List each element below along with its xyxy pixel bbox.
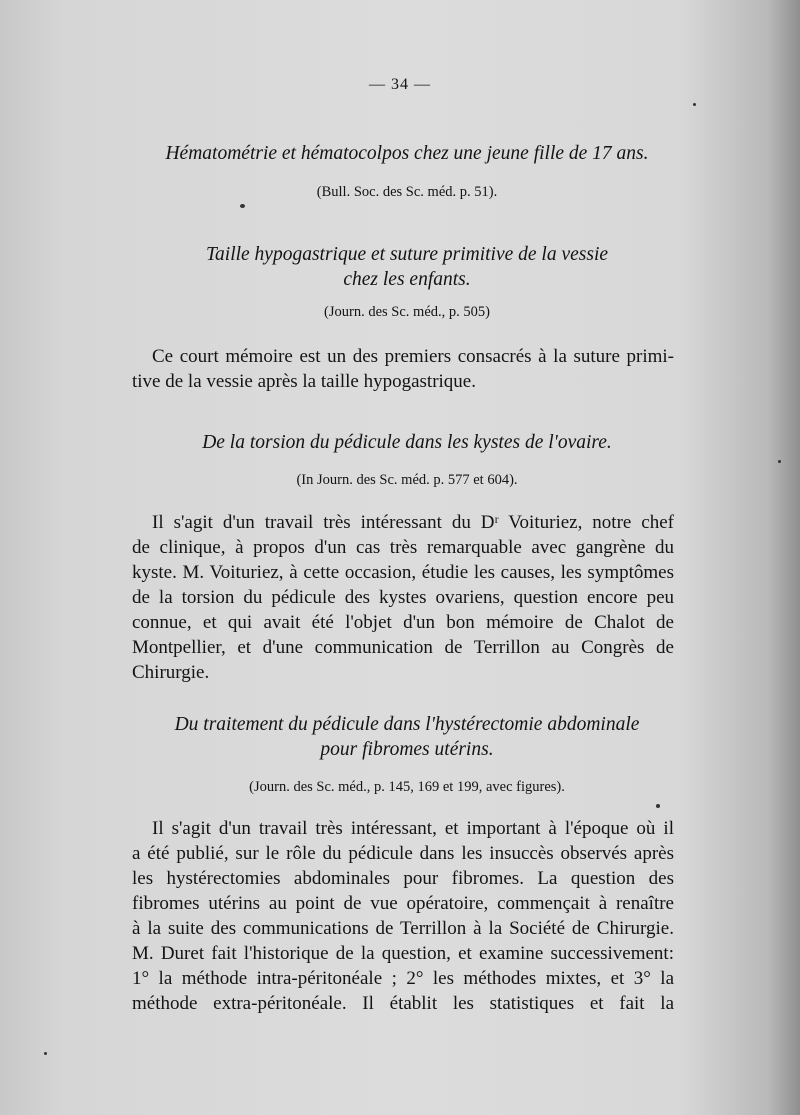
paragraph-line: de la torsion du pédicule des kystes ovariens, question encore peu: [132, 587, 674, 608]
paragraph-line: à la suite des communications de Terrillon à la Société de Chirurgie.: [132, 918, 674, 939]
paragraph-line: Ce court mémoire est un des premiers consacrés à la suture primi-: [152, 346, 674, 367]
paragraph-line: de clinique, à propos d'un cas très remarquable avec gangrène du: [132, 537, 674, 558]
paragraph-line: tive de la vessie après la taille hypogastrique.: [132, 371, 476, 392]
paragraph-line: Montpellier, et d'une communication de Terrillon au Congrès de: [132, 637, 674, 658]
section-title-hematometrie: [112, 141, 702, 166]
paragraph-line: 1° la méthode intra-péritonéale ; 2° les méthodes mixtes, et 3° la: [132, 968, 674, 989]
paragraph-line: connue, et qui avait été l'objet d'un bon mémoire de Chalot de: [132, 612, 674, 633]
scan-speck: [693, 103, 696, 106]
section-paragraph: [132, 816, 674, 1016]
paragraph-line: Il s'agit d'un travail très intéressant, et important à l'époque où il: [152, 818, 674, 839]
section-reference: (In Journ. des Sc. méd. p. 577 et 604).: [296, 472, 518, 488]
scan-speck: [778, 460, 781, 463]
section-title-line: Taille hypogastrique et suture primitive de la vessie: [205, 244, 609, 265]
paragraph-line: kyste. M. Voituriez, à cette occasion, étudie les causes, les symptômes: [132, 562, 674, 583]
section-title-taille-hypogastrique: [112, 242, 702, 292]
section-title-traitement-pedicule: [112, 712, 702, 762]
section-paragraph: [132, 510, 674, 685]
paragraph-line: les hystérectomies abdominales pour fibromes. La question des: [132, 868, 674, 889]
paragraph-line: a été publié, sur le rôle du pédicule dans les insuccès observés après: [132, 843, 674, 864]
paragraph-line: fibromes utérins au point de vue opératoire, commençait à renaître: [132, 893, 674, 914]
paragraph-line: M. Duret fait l'historique de la question, et examine successivement:: [132, 943, 674, 964]
section-paragraph: [132, 344, 674, 394]
section-reference: (Journ. des Sc. méd., p. 505): [324, 304, 490, 320]
section-title-line: chez les enfants.: [343, 269, 471, 290]
section-title-line: pour fibromes utérins.: [320, 739, 494, 760]
page-number: — 34 —: [369, 76, 431, 93]
section-reference: (Bull. Soc. des Sc. méd. p. 51).: [316, 184, 498, 200]
section-title-line: Hématométrie et hématocolpos chez une jeune fille de 17 ans.: [165, 143, 649, 164]
paragraph-line: méthode extra-péritonéale. Il établit les statistiques et fait la: [132, 993, 674, 1014]
scan-speck: [656, 804, 660, 808]
scan-speck: [44, 1052, 47, 1055]
section-title-line: Du traitement du pédicule dans l'hystérectomie abdominale: [174, 714, 640, 735]
section-title-torsion-pedicule: [112, 430, 702, 455]
scan-speck: [240, 204, 245, 208]
section-title-line: De la torsion du pédicule dans les kystes de l'ovaire.: [202, 432, 612, 453]
section-reference: (Journ. des Sc. méd., p. 145, 169 et 199, avec figures).: [249, 779, 565, 795]
paragraph-line: Il s'agit d'un travail très intéressant du Dʳ Voituriez, notre chef: [152, 512, 674, 533]
paragraph-line: Chirurgie.: [132, 662, 210, 683]
